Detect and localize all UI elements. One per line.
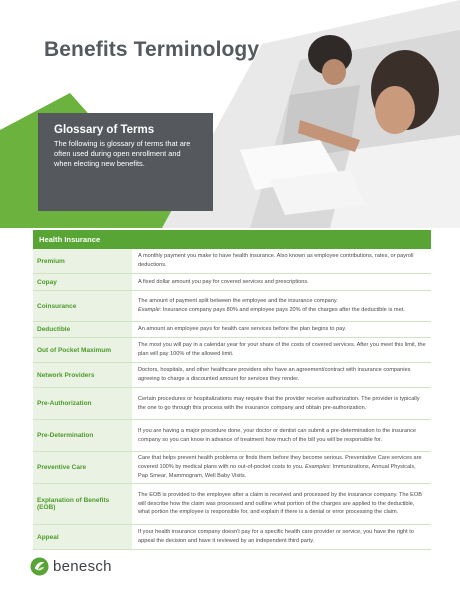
glossary-panel [38,113,213,211]
term-pre-determination: Pre-Determination [33,420,132,451]
table-row [33,420,431,452]
definition-premium: A monthly payment you make to have health insurance. Also known as employee contributions, rates, or payroll deductions. [138,253,414,268]
table-row [33,363,431,388]
table-row [33,338,431,363]
table-row [33,484,431,525]
term-network-providers: Network Providers [33,363,132,387]
definition-preventive-care: Care that helps prevent health problems or finds them before they become serious. Preventative Care services are covered 100% by medical plans with no out-of-pocket costs to you. Examples: Immunizations, Annual Physicals, Pap Smear, Mammogram, Well Baby Visits. [138,455,422,479]
term-pre-authorization: Pre-Authorization [33,388,132,419]
terms-table [33,230,431,550]
benesch-logo [30,557,112,576]
table-row [33,525,431,550]
benesch-logo-icon [30,557,49,576]
definition-appeal: If your health insurance company doesn't pay for a specific health care provider or service, you have the right to appeal the decision and have it reviewed by an independent third party. [138,529,414,544]
definition-copay: A fixed dollar amount you pay for covered services and prescriptions. [138,278,309,285]
definition-pre-authorization: Certain procedures or hospitalizations may require that the provider receive authorization. The provider is typically the one to go through this process with the insurance company and obtain pre-authorization. [138,395,420,411]
term-preventive-care: Preventive Care [33,452,132,483]
table-row [33,322,431,338]
table-row [33,274,431,291]
term-copay: Copay [33,274,132,290]
term-coinsurance: Coinsurance [33,291,132,321]
table-header: Health Insurance [33,230,431,249]
definition-explanation-of-benefits: The EOB is provided to the employee after a claim is received and processed by the insurance company. The EOB will describe how the claim was processed and outline what portion of the charges are applied to the deductible, what portion the employee is responsible for, and explain if there is a denial or error processing the claim. [138,491,422,516]
glossary-subtitle: The following is glossary of terms that are often used during open enrollment and when electing new benefits. [54,139,191,169]
definition-pre-determination: If you are having a major procedure done, your doctor or dentist can submit a pre-determination to the insurance company so you can know in advance of treatment how much of the bill you will be responsible for. [138,427,416,443]
table-row [33,452,431,484]
definition-network-providers: Doctors, hospitals, and other healthcare providers who have an agreement/contract with insurance companies agreeing to charge a discounted amount for services they render. [138,367,411,382]
brand-name: benesch [53,558,112,575]
hero-banner [0,0,460,228]
table-row [33,388,431,420]
term-deductible: Deductible [33,322,132,337]
term-out-of-pocket-maximum: Out of Pocket Maximum [33,338,132,362]
definition-out-of-pocket-maximum: The most you will pay in a calendar year for your share of the costs of covered services. After you meet this limit, the plan will pay 100% of the allowed limit. [138,342,426,357]
definition-coinsurance: The amount of payment split between the employee and the insurance company. Example: Insurance company pays 80% and employee pays 20% of the charges after the deductible is met. [138,298,405,313]
glossary-title: Glossary of Terms [54,124,155,136]
term-premium: Premium [33,249,132,273]
term-appeal: Appeal [33,525,132,549]
definition-deductible: An amount an employee pays for health care services before the plan begins to pay. [138,326,347,333]
table-row [33,291,431,322]
term-explanation-of-benefits: Explanation of Benefits (EOB) [33,484,132,524]
page-title: Benefits Terminology [44,38,260,61]
table-row [33,249,431,274]
